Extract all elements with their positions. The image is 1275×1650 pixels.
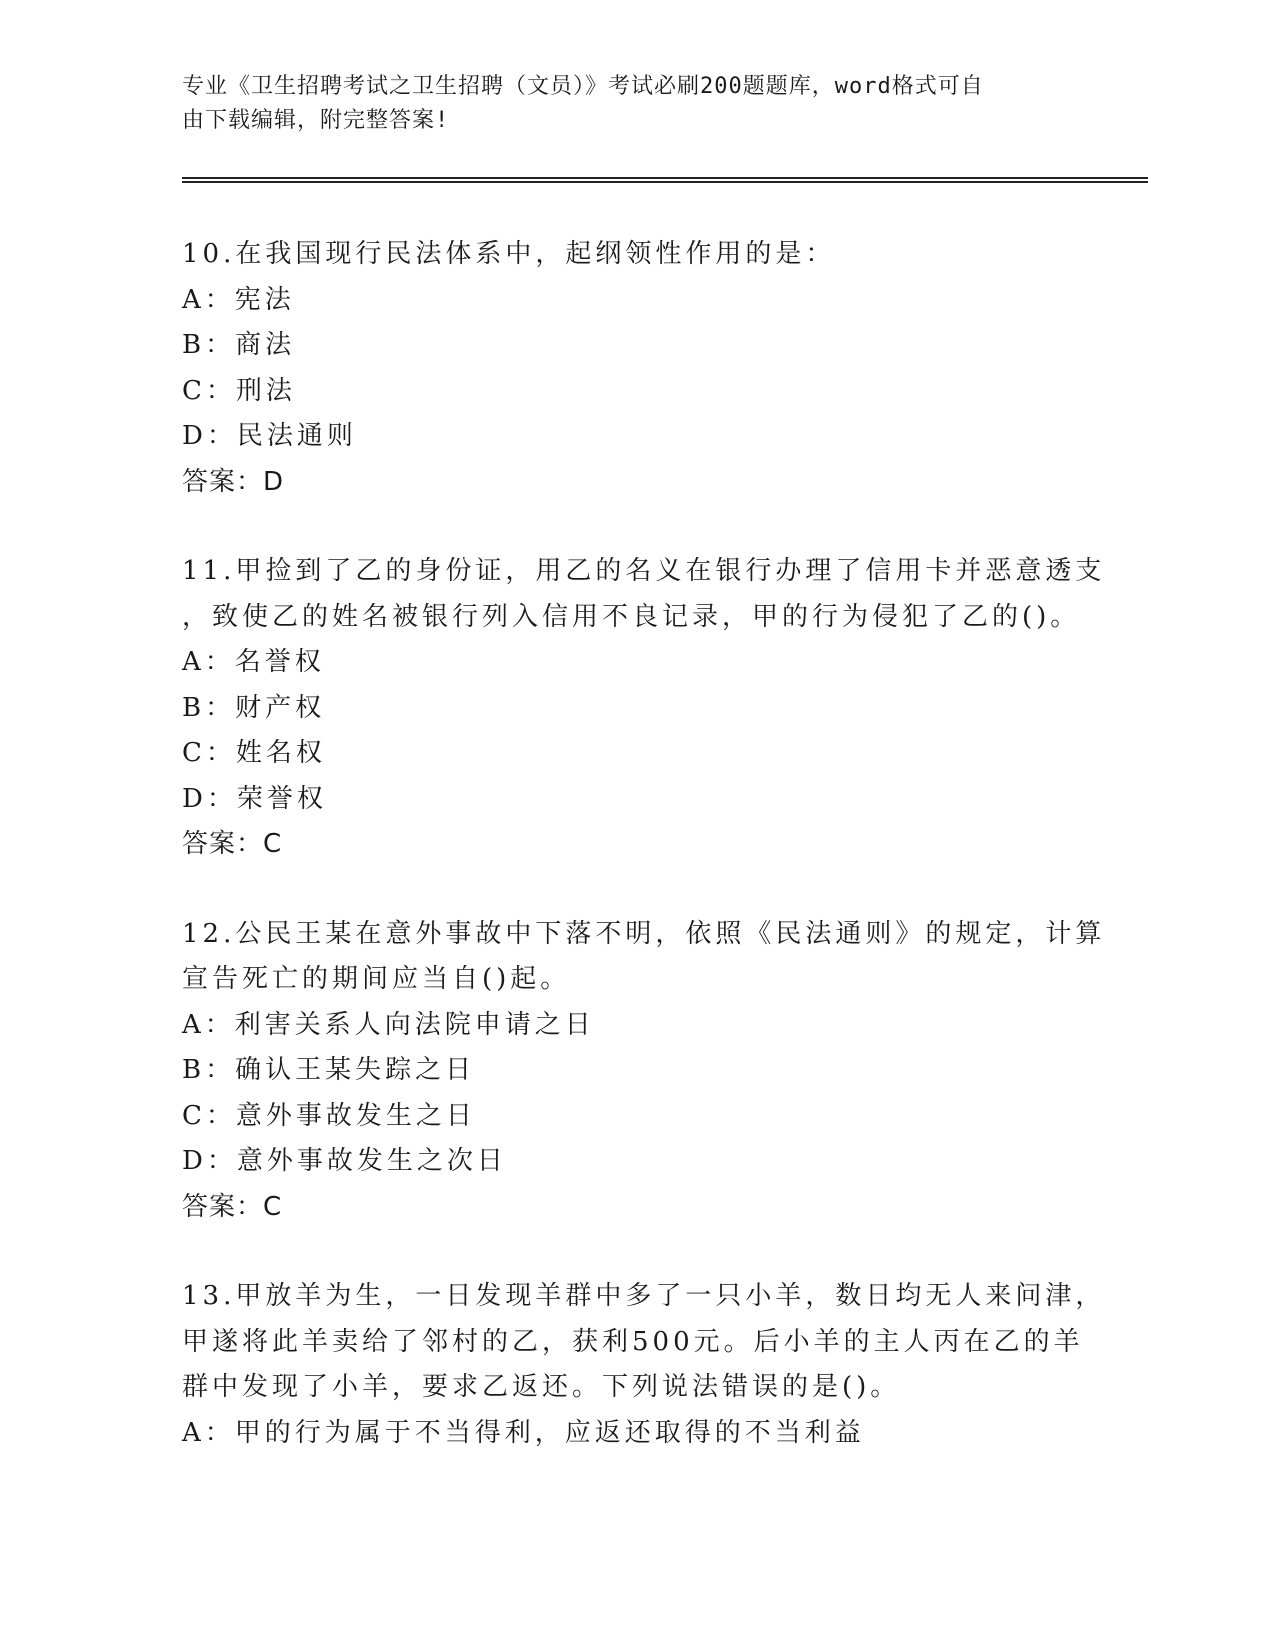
answer-option: C：刑法 (182, 375, 296, 406)
question-stem-line: 宣告死亡的期间应当自()起。 (182, 964, 571, 994)
question-list (182, 232, 1106, 1500)
question-stem-line: 甲遂将此羊卖给了邻村的乙，获利500元。后小羊的主人丙在乙的羊 (182, 1326, 1084, 1357)
question-stem-line: 12.公民王某在意外事故中下落不明，依照《民法通则》的规定，计算 (182, 918, 1106, 949)
document-header (182, 70, 1062, 138)
answer-key: 答案：C (182, 829, 283, 859)
header-line-1: 专业《卫生招聘考试之卫生招聘（文员）》考试必刷200题题库，word格式可自 (182, 74, 984, 99)
answer-option: A：宪法 (182, 284, 295, 315)
answer-option: A：甲的行为属于不当得利，应返还取得的不当利益 (182, 1417, 865, 1448)
header-divider-top (182, 177, 1148, 179)
answer-option: A：名誉权 (182, 647, 325, 677)
answer-option: D：意外事故发生之次日 (182, 1146, 507, 1176)
answer-option: A：利害关系人向法院申请之日 (182, 1009, 595, 1040)
answer-option: B：商法 (182, 330, 296, 360)
answer-key: 答案：C (182, 1191, 283, 1222)
question-block (182, 232, 1082, 505)
answer-option: C：意外事故发生之日 (182, 1100, 476, 1131)
answer-option: D：荣誉权 (182, 783, 327, 814)
answer-option: B：确认王某失踪之日 (182, 1055, 476, 1085)
question-stem-line: 13.甲放羊为生，一日发现羊群中多了一只小羊，数日均无人来问津， (182, 1281, 1106, 1311)
answer-option: C：姓名权 (182, 738, 326, 768)
question-block (182, 912, 1106, 1231)
header-line-2: 由下载编辑，附完整答案! (182, 108, 450, 133)
question-block (182, 1274, 1106, 1456)
answer-key: 答案：D (182, 466, 285, 497)
answer-option: D：民法通则 (182, 421, 357, 451)
answer-option: B：财产权 (182, 692, 326, 723)
question-stem-line: ，致使乙的姓名被银行列入信用不良记录，甲的行为侵犯了乙的()。 (182, 601, 1081, 632)
question-block (182, 549, 1106, 868)
question-stem-line: 群中发现了小羊，要求乙返还。下列说法错误的是()。 (182, 1372, 901, 1402)
question-stem-line: 11.甲捡到了乙的身份证，用乙的名义在银行办理了信用卡并恶意透支 (182, 556, 1106, 586)
question-stem-line: 10.在我国现行民法体系中，起纲领性作用的是： (182, 239, 836, 269)
header-divider-bottom (182, 181, 1148, 183)
